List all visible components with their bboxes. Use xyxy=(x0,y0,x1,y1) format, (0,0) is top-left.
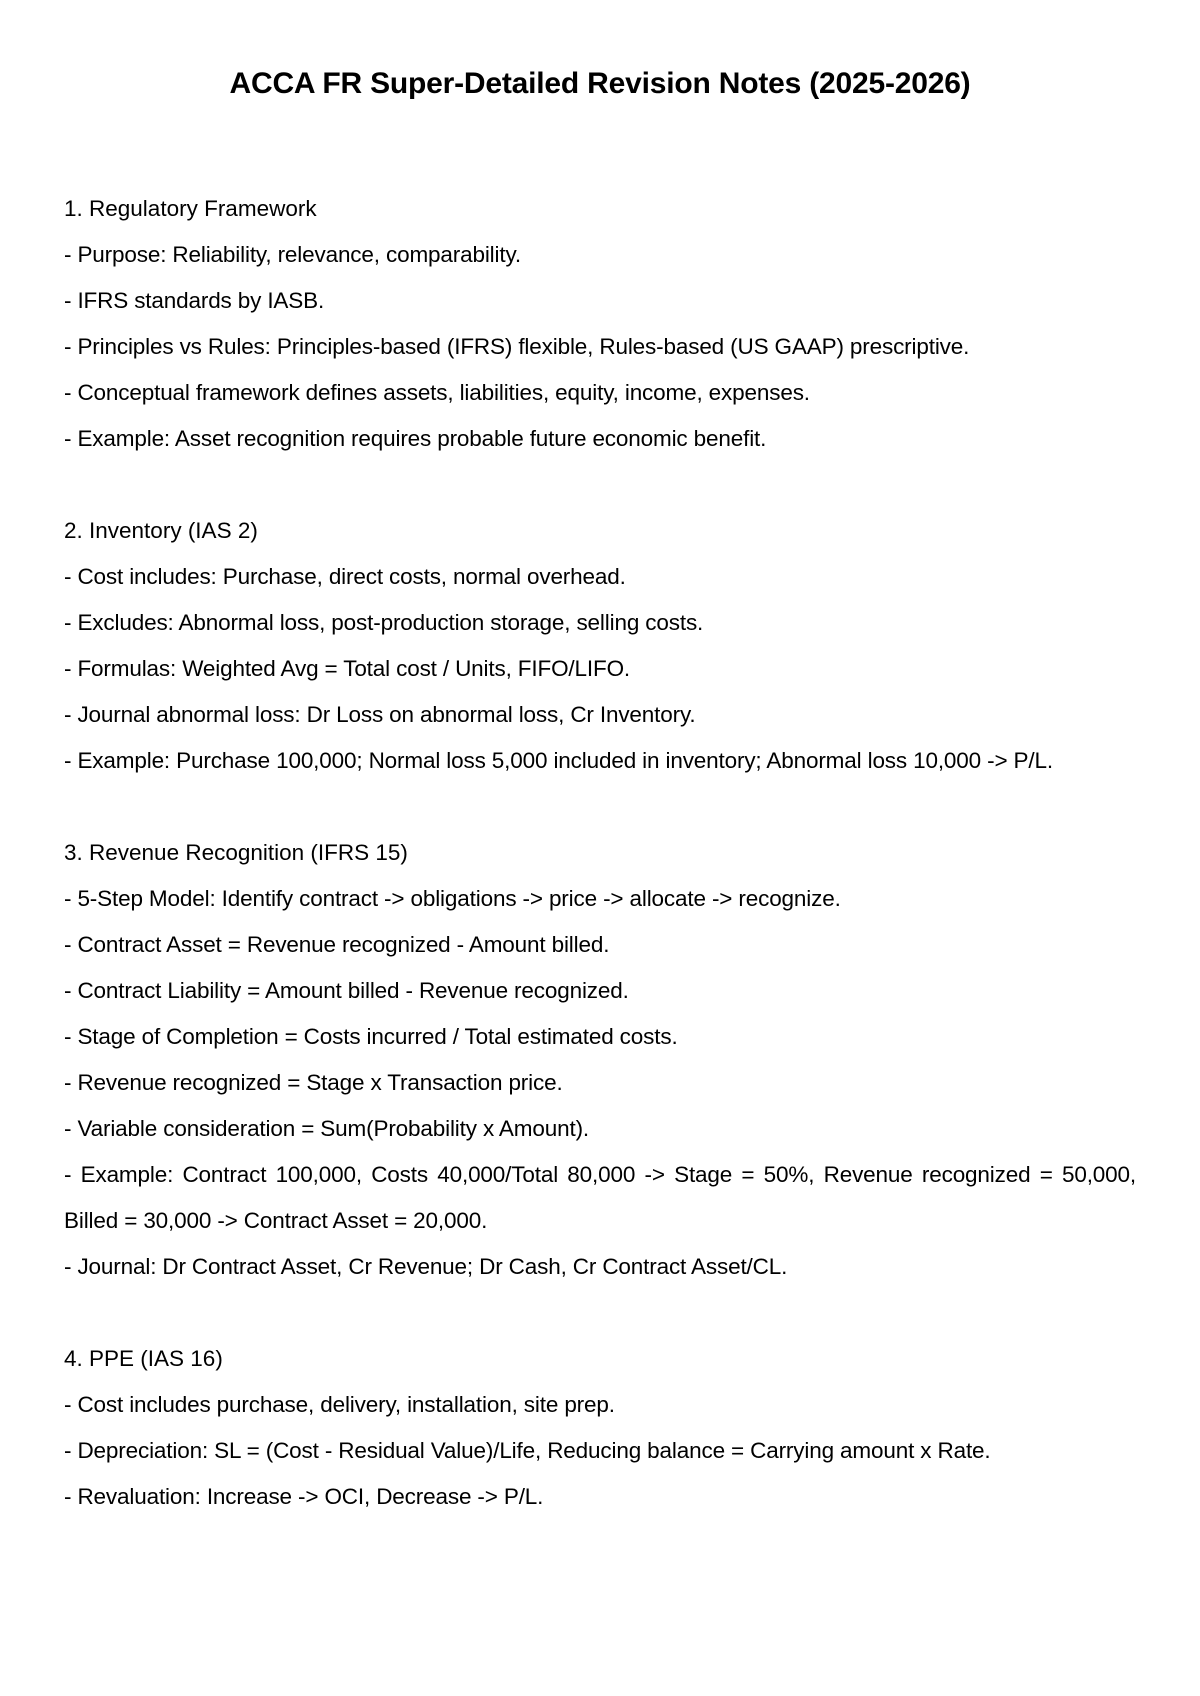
bullet-list xyxy=(64,1382,1136,1520)
bullet-item: - IFRS standards by IASB. xyxy=(64,288,325,313)
section-ppe xyxy=(64,1336,1136,1520)
bullet-item: - Contract Liability = Amount billed - Revenue recognized. xyxy=(64,978,629,1003)
bullet-item: - Example: Purchase 100,000; Normal loss 5,000 included in inventory; Abnormal loss 10,000 -> P/L. xyxy=(64,748,1053,773)
bullet-list xyxy=(64,554,1136,784)
bullet-item: - Journal abnormal loss: Dr Loss on abnormal loss, Cr Inventory. xyxy=(64,702,696,727)
bullet-item: - Formulas: Weighted Avg = Total cost / Units, FIFO/LIFO. xyxy=(64,656,631,681)
bullet-item: - Excludes: Abnormal loss, post-production storage, selling costs. xyxy=(64,610,704,635)
sections-container xyxy=(64,186,1136,1520)
bullet-item: - Revaluation: Increase -> OCI, Decrease -> P/L. xyxy=(64,1484,544,1509)
bullet-item: - Conceptual framework defines assets, liabilities, equity, income, expenses. xyxy=(64,380,810,405)
bullet-item: - Contract Asset = Revenue recognized - Amount billed. xyxy=(64,932,610,957)
bullet-item: - Revenue recognized = Stage x Transaction price. xyxy=(64,1070,563,1095)
bullet-item: - Stage of Completion = Costs incurred / Total estimated costs. xyxy=(64,1024,678,1049)
section-revenue-recognition xyxy=(64,830,1136,1290)
section-heading: 4. PPE (IAS 16) xyxy=(64,1346,223,1371)
bullet-list xyxy=(64,232,1136,462)
bullet-item: - Depreciation: SL = (Cost - Residual Value)/Life, Reducing balance = Carrying amount x Rate. xyxy=(64,1438,991,1463)
bullet-item: - Principles vs Rules: Principles-based (IFRS) flexible, Rules-based (US GAAP) prescriptive. xyxy=(64,334,970,359)
bullet-item: - Journal: Dr Contract Asset, Cr Revenue; Dr Cash, Cr Contract Asset/CL. xyxy=(64,1254,788,1279)
bullet-item: - Example: Asset recognition requires probable future economic benefit. xyxy=(64,426,767,451)
section-inventory xyxy=(64,508,1136,784)
bullet-list xyxy=(64,876,1136,1290)
document-title: ACCA FR Super-Detailed Revision Notes (2025-2026) xyxy=(229,67,971,100)
bullet-item: - Purpose: Reliability, relevance, comparability. xyxy=(64,242,522,267)
section-heading: 2. Inventory (IAS 2) xyxy=(64,518,258,543)
bullet-item: - Variable consideration = Sum(Probability x Amount). xyxy=(64,1116,590,1141)
section-heading: 1. Regulatory Framework xyxy=(64,196,317,221)
section-regulatory-framework xyxy=(64,186,1136,462)
bullet-item: - Example: Contract 100,000, Costs 40,000/Total 80,000 -> Stage = 50%, Revenue recognized = 50,000, Billed = 30,000 -> Contract Asset = 20,000. xyxy=(64,1162,1136,1233)
section-heading: 3. Revenue Recognition (IFRS 15) xyxy=(64,840,408,865)
bullet-item: - Cost includes: Purchase, direct costs, normal overhead. xyxy=(64,564,626,589)
bullet-item: - 5-Step Model: Identify contract -> obligations -> price -> allocate -> recognize. xyxy=(64,886,841,911)
bullet-item: - Cost includes purchase, delivery, installation, site prep. xyxy=(64,1392,615,1417)
